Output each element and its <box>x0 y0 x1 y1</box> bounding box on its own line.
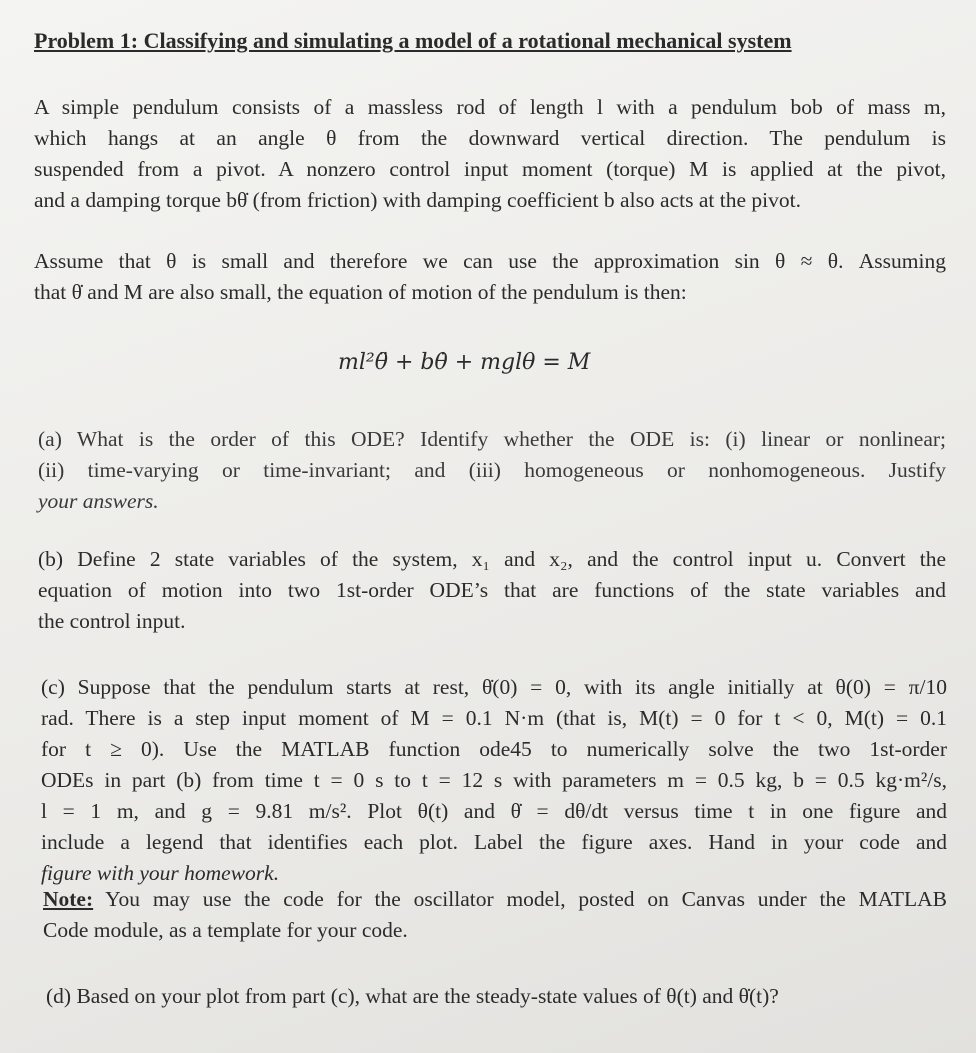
part-c-line: (c) Suppose that the pendulum starts at rest, θ̇(0) = 0, with its angle initially at θ(0) = π/10 <box>41 675 947 699</box>
assumption-line: Assume that θ is small and therefore we can use the approximation sin θ ≈ θ. Assuming <box>34 249 946 273</box>
note-label: Note: <box>43 887 94 911</box>
intro-line: and a damping torque bθ̇ (from friction) with damping coefficient b also acts at the pivot. <box>34 188 801 212</box>
equation-of-motion: ml²θ̈ + bθ̇ + mglθ = M <box>338 350 591 375</box>
note-paragraph <box>43 884 947 946</box>
part-a-line: (a) What is the order of this ODE? Identify whether the ODE is: (i) linear or nonlinear; <box>38 427 946 451</box>
part-c-line: figure with your homework. <box>41 861 280 885</box>
note-line: Code module, as a template for your code. <box>43 918 408 942</box>
part-c-line: include a legend that identifies each plot. Label the figure axes. Hand in your code and <box>41 830 947 854</box>
assumption-paragraph <box>34 246 946 308</box>
part-b-line: (b) Define 2 state variables of the system, x₁ and x₂, and the control input u. Convert the <box>38 547 946 571</box>
intro-paragraph <box>34 92 946 216</box>
part-b-line: equation of motion into two 1st-order ODE’s that are functions of the state variables and <box>38 578 946 602</box>
part-a-line: your answers. <box>38 489 159 513</box>
part-a <box>38 424 946 517</box>
part-a-line: (ii) time-varying or time-invariant; and (iii) homogeneous or nonhomogeneous. Justify <box>38 458 946 482</box>
part-d: (d) Based on your plot from part (c), what are the steady-state values of θ(t) and θ̇(t)? <box>46 984 779 1008</box>
part-c-line: rad. There is a step input moment of M = 0.1 N·m (that is, M(t) = 0 for t < 0, M(t) = 0.1 <box>41 706 947 730</box>
note-line <box>43 884 947 915</box>
intro-line: which hangs at an angle θ from the downward vertical direction. The pendulum is <box>34 126 946 150</box>
intro-line: suspended from a pivot. A nonzero control input moment (torque) M is applied at the pivot, <box>34 157 946 181</box>
problem-title: Problem 1: Classifying and simulating a model of a rotational mechanical system <box>34 28 792 53</box>
part-c <box>41 672 947 889</box>
note-line-text: You may use the code for the oscillator model, posted on Canvas under the MATLAB <box>105 887 948 911</box>
part-b-line: the control input. <box>38 609 186 633</box>
part-c-line: ODEs in part (b) from time t = 0 s to t = 12 s with parameters m = 0.5 kg, b = 0.5 kg·m²/s, <box>41 768 947 792</box>
intro-line: A simple pendulum consists of a massless rod of length l with a pendulum bob of mass m, <box>34 95 946 119</box>
part-b <box>38 544 946 637</box>
assumption-line: that θ̇ and M are also small, the equation of motion of the pendulum is then: <box>34 280 687 304</box>
part-c-line: l = 1 m, and g = 9.81 m/s². Plot θ(t) and θ̇ = dθ/dt versus time t in one figure and <box>41 799 947 823</box>
part-c-line: for t ≥ 0). Use the MATLAB function ode45 to numerically solve the two 1st-order <box>41 737 947 761</box>
